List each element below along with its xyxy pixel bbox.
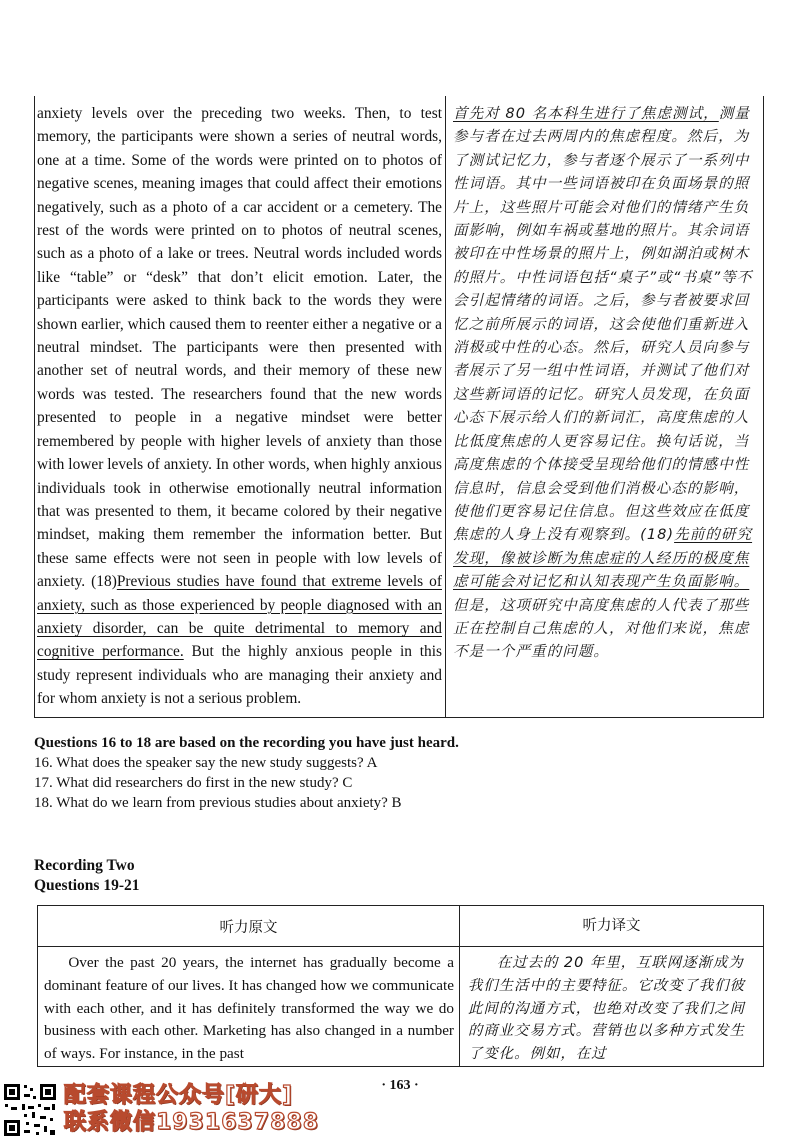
header-original-text: 听力原文 — [219, 920, 278, 936]
questions-section — [34, 733, 459, 813]
transcript-chinese — [453, 102, 759, 664]
underlined-chinese-start: 首先对 80 名本科生进行了焦虑测试， — [453, 105, 719, 122]
question-16: 16. What does the speaker say the new study suggests? A — [34, 755, 378, 771]
recording-two-table — [37, 905, 764, 1067]
questions-heading: Questions 16 to 18 are based on the recording you have just heard. — [34, 735, 459, 751]
transcript-table-continued — [34, 96, 764, 718]
recording-two-chinese: 在过去的 20 年里，互联网逐渐成为我们生活中的主要特征。它改变了我们彼此间的沟通方式，也绝对改变了我们之间的商业交易方式。营销也以多种方式发生了变化。例如，在过 — [468, 955, 746, 1063]
promo-line-1: 配套课程公众号[研大] — [64, 1083, 294, 1108]
question-17: 17. What did researchers do first in the new study? C — [34, 775, 353, 791]
recording-two-subtitle: Questions 19-21 — [34, 877, 140, 894]
recording-two-title: Recording Two — [34, 857, 135, 874]
recording-two-heading — [34, 856, 140, 896]
column-divider — [445, 96, 446, 717]
promo-watermark — [64, 1082, 319, 1136]
promo-line-2: 联系微信1931637888 — [64, 1110, 320, 1135]
page-number: · 163 · — [381, 1078, 419, 1093]
qr-code-icon — [2, 1082, 58, 1138]
transcript-english-text-end: But the highly anxious people in this study represent individuals who are managing their anxiety and for whom anxiety is not a serious problem. — [37, 643, 442, 708]
header-translation: 听力译文 — [582, 918, 641, 934]
question-18: 18. What do we learn from previous studies about anxiety? B — [34, 795, 402, 811]
transcript-english — [37, 102, 442, 711]
transcript-chinese-text: 测量参与者在过去两周内的焦虑程度。然后，为了测试记忆力，参与者逐个展示了一系列中性词语。其中一些词语被印在负面场景的照片上，这些照片可能会对他们的情绪产生负面影响，例如车祸或墓地的照片。其余词语被印在中性场景的照片上，例如湖泊或树木的照片。中性词语包括“桌子”或“书桌”等不会引起情绪的词语。之后，参与者被要求回忆之前所展示的词语，这会使他们重新进入消极或中性的心态。然后，研究人员向参与者展示了另一组中性词语，并测试了他们对这些新词语的记忆。研究人员发现，在负面心态下展示给人们的新词汇，高度焦虑的人比低度焦虑的人更容易记住。换句话说，当高度焦虑的个体接受呈现给他们的情感中性信息时，信息会受到他们消极心态的影响，使他们更容易记住信息。但这些效应在低度焦虑的人身上没有观察到。(18) — [453, 105, 753, 544]
answer-18-underlined-english: Previous studies have found that extreme levels of anxiety, such as those experienced by people diagnosed with an anxiety disorder, can be quite detrimental to memory and cognitive performance. — [37, 573, 442, 661]
answer-18-underlined-chinese: 先前的研究发现，像被诊断为焦虑症的人经历的极度焦虑可能会对记忆和认知表现产生负面影响。 — [453, 526, 753, 591]
transcript-english-text: anxiety levels over the preceding two weeks. Then, to test memory, the participants were shown a series of neutral words, one at a time. Some of the words were printed on to photos of negative scenes, meaning images that could affect their emotions negatively, such as a photo of a car accident or a cemetery. The rest of the words were printed on to photos of neutral scenes, such as a photo of a lake or trees. Neutral words included words like “table” or “desk” that don’t elicit emotion. Later, the participants were asked to think back to the words they were shown earlier, which caused them to reenter either a negative or a neutral mindset. The participants were then presented with another set of neutral words, and their memory of these new words was tested. The researchers found that the new words presented to people in a negative mindset were better remembered by people with higher levels of anxiety than those with lower levels of anxiety. In other words, when highly anxious individuals took in otherwise emotionally neutral information that was presented to them, it became colored by their negative mindset, making them remember the information better. But these same effects were not seen in people with low levels of anxiety. (18) — [37, 105, 442, 591]
recording-two-english: Over the past 20 years, the internet has gradually become a dominant feature of our lives. It has changed how we communicate with each other, and it has definitely transformed the way we do business with each other. Marketing has also changed in a number of ways. For instance, in the past — [44, 954, 454, 1063]
transcript-chinese-text-end: 但是，这项研究中高度焦虑的人代表了那些正在控制自己焦虑的人，对他们来说，焦虑不是一个严重的问题。 — [453, 596, 750, 661]
